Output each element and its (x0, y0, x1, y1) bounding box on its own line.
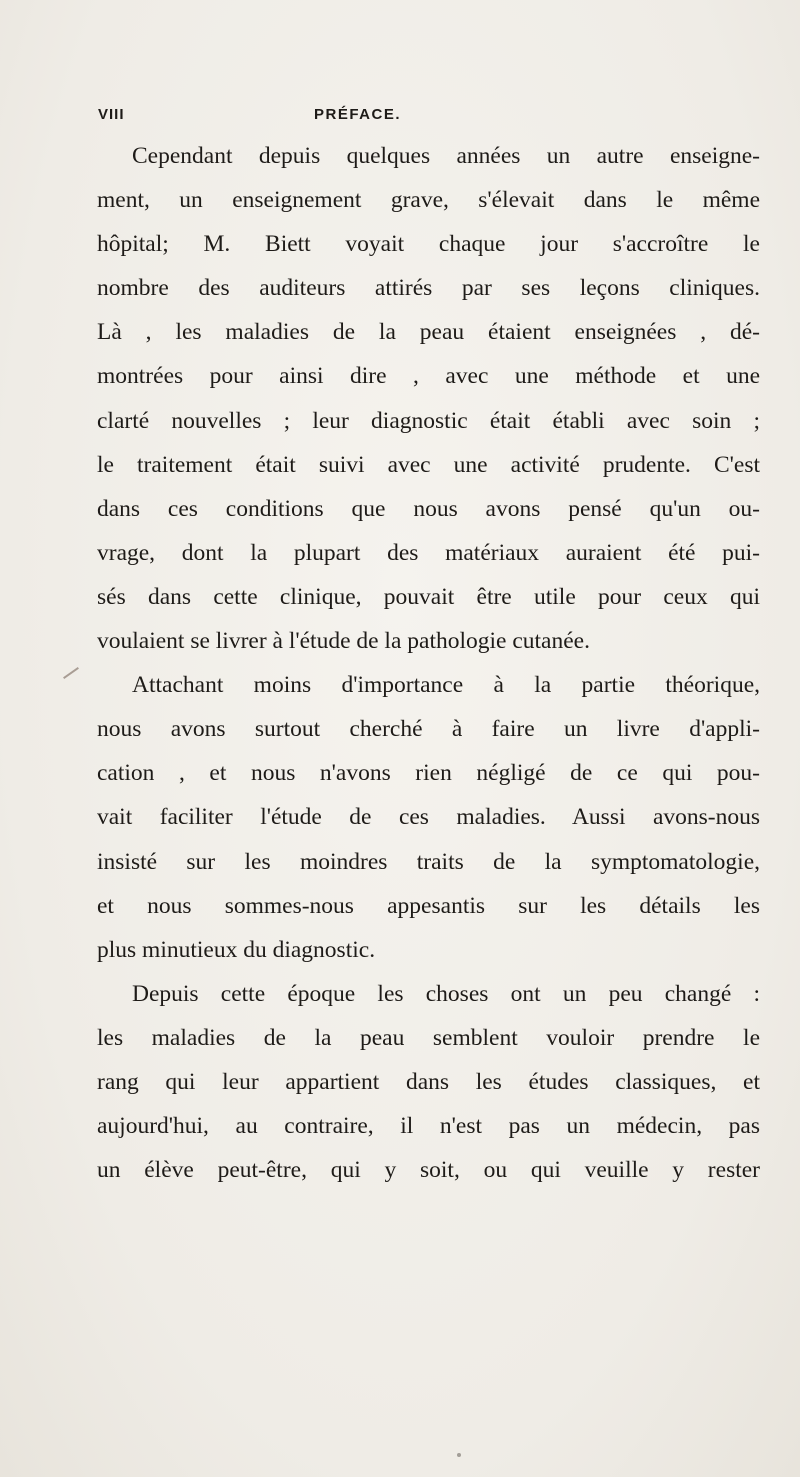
text-line: rang qui leur appartient dans les études classiques, et (97, 1068, 760, 1095)
running-title: PRÉFACE. (314, 106, 402, 123)
text-line: hôpital; M. Biett voyait chaque jour s'accroître le (97, 231, 760, 258)
text-line: ment, un enseignement grave, s'élevait dans le même (97, 187, 760, 214)
text-line: sés dans cette clinique, pouvait être utile pour ceux qui (97, 583, 760, 610)
body-text (97, 134, 760, 1192)
page-header (0, 106, 800, 130)
text-line: clarté nouvelles ; leur diagnostic était établi avec soin ; (97, 407, 760, 434)
text-line: Là , les maladies de la peau étaient enseignées , dé- (97, 319, 760, 346)
text-line: et nous sommes-nous appesantis sur les détails les (97, 892, 760, 919)
text-line: dans ces conditions que nous avons pensé qu'un ou- (97, 495, 760, 522)
text-line: Cependant depuis quelques années un autre enseigne- (132, 143, 760, 169)
text-line: aujourd'hui, au contraire, il n'est pas un médecin, pas (97, 1113, 760, 1140)
text-line: nous avons surtout cherché à faire un livre d'appli- (97, 716, 760, 743)
text-line: vrage, dont la plupart des matériaux auraient été pui- (97, 539, 760, 566)
text-line: cation , et nous n'avons rien négligé de ce qui pou- (97, 760, 760, 787)
text-line: les maladies de la peau semblent vouloir prendre le (97, 1024, 760, 1051)
text-line: vait faciliter l'étude de ces maladies. Aussi avons-nous (97, 804, 760, 831)
page-number: VIII (98, 106, 125, 123)
pencil-mark (63, 667, 79, 679)
text-line: Attachant moins d'importance à la partie théorique, (132, 672, 760, 699)
text-line: voulaient se livrer à l'étude de la pathologie cutanée. (97, 628, 590, 655)
text-line: insisté sur les moindres traits de la symptomatologie, (97, 848, 760, 875)
text-line: nombre des auditeurs attirés par ses leçons cliniques. (97, 275, 760, 302)
text-line: montrées pour ainsi dire , avec une méthode et une (97, 363, 760, 390)
text-line: Depuis cette époque les choses ont un peu changé : (132, 980, 760, 1007)
ink-speck (457, 1453, 461, 1457)
text-line: le traitement était suivi avec une activité prudente. C'est (97, 451, 760, 478)
text-line: un élève peut-être, qui y soit, ou qui veuille y rester (97, 1157, 760, 1184)
text-line: plus minutieux du diagnostic. (97, 936, 376, 963)
